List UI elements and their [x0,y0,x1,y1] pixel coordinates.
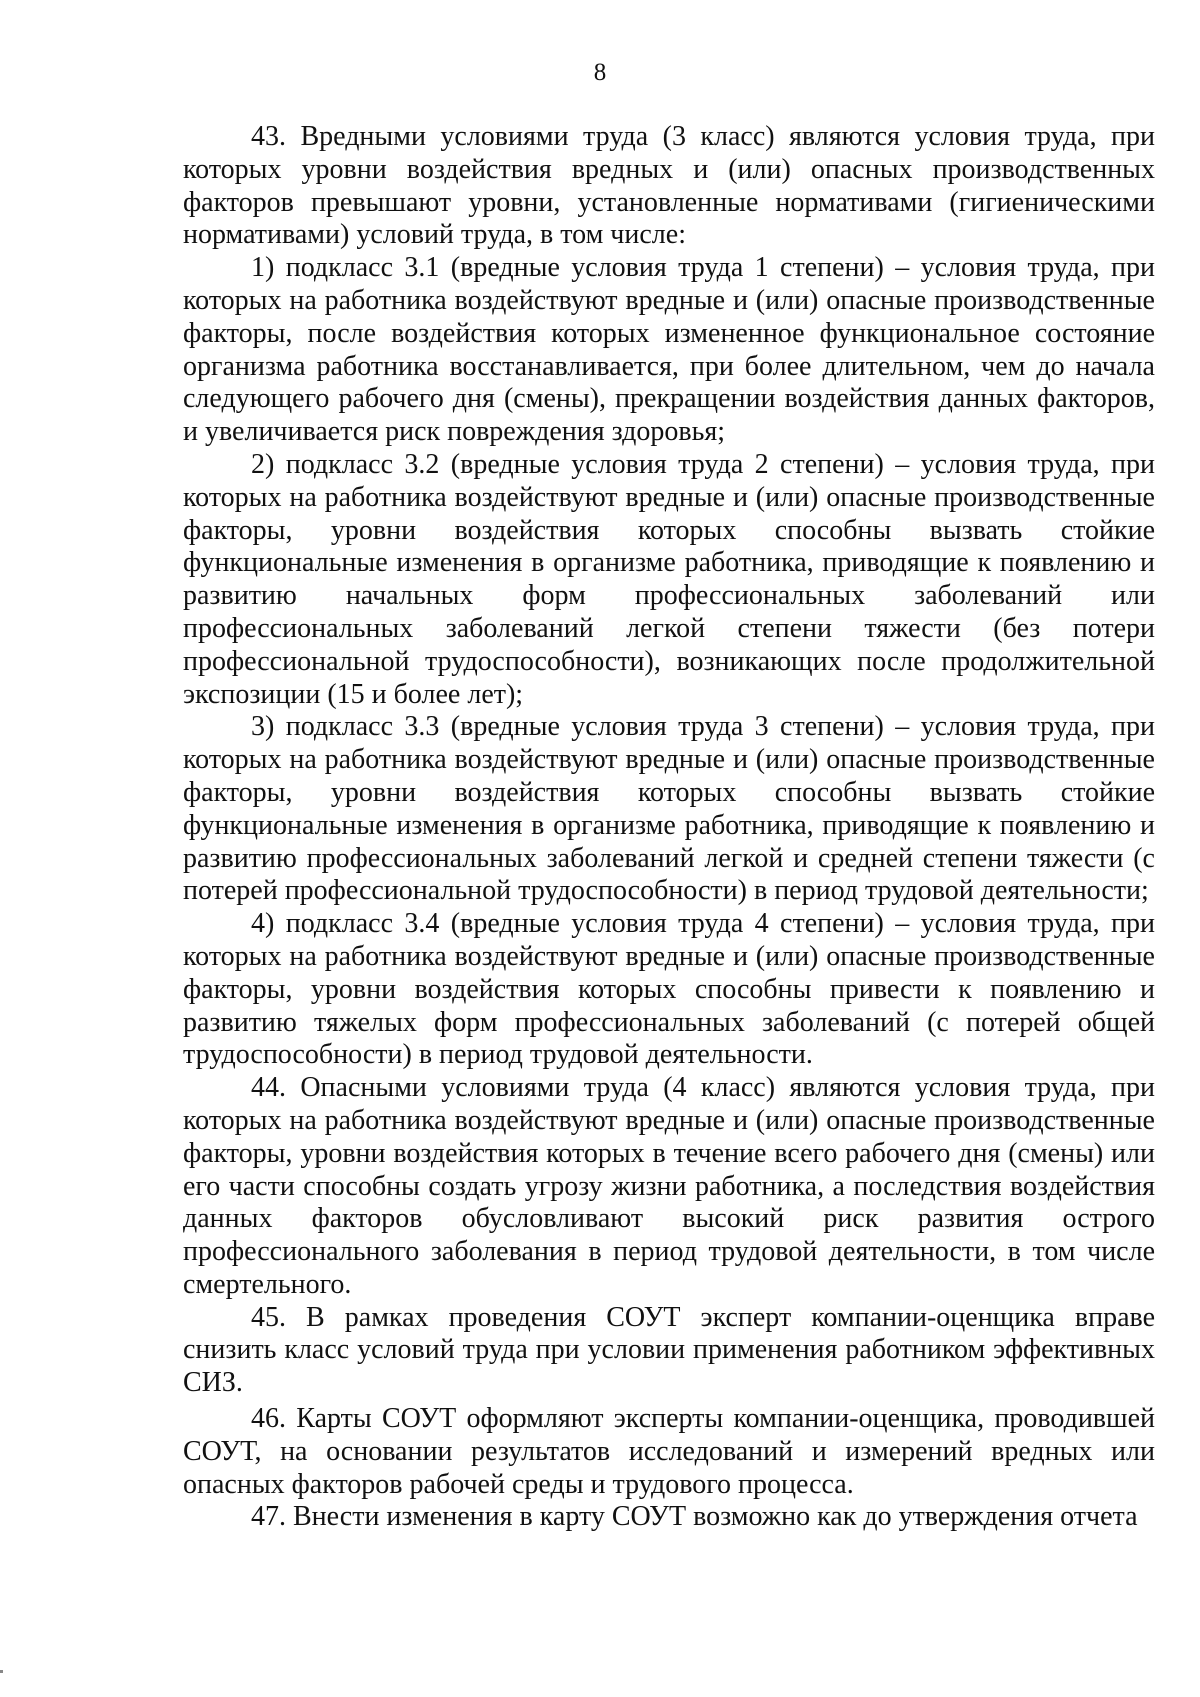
paragraph-46: 46. Карты СОУТ оформляют эксперты компании-оценщика, проводившей СОУТ, на основании результатов исследований и измерений вредных или опасных факторов рабочей среды и трудового процесса. [183,1403,1155,1500]
paragraph-47: 47. Внести изменения в карту СОУТ возможно как до утверждения отчета [251,1501,1138,1533]
paragraph-43-item-4: 4) подкласс 3.4 (вредные условия труда 4 степени) – условия труда, при которых на работника воздействуют вредные и (или) опасные производственные факторы, уровни воздействия которых способны привести к появлению и развитию тяжелых форм профессиональных заболеваний (с потерей общей трудоспособности) в период трудовой деятельности. [183,908,1155,1071]
page-number: 8 [593,59,607,86]
paragraph-43: 43. Вредными условиями труда (3 класс) являются условия труда, при которых уровни воздействия вредных и (или) опасных производственных факторов превышают уровни, установленные нормативами (гигиеническими нормативами) условий труда, в том числе: [183,121,1155,251]
scan-edge-mark [0,1670,3,1673]
paragraph-43-item-1: 1) подкласс 3.1 (вредные условия труда 1 степени) – условия труда, при которых на работника воздействуют вредные и (или) опасные производственные факторы, после воздействия которых измененное функциональное состояние организма работника восстанавливается, при более длительном, чем до начала следующего рабочего дня (смены), прекращении воздействия данных факторов, и увеличивается риск повреждения здоровья; [183,252,1155,448]
paragraph-44: 44. Опасными условиями труда (4 класс) являются условия труда, при которых на работника воздействуют вредные и (или) опасные производственные факторы, уровни воздействия которых в течение всего рабочего дня (смены) или его части способны создать угрозу жизни работника, а последствия воздействия данных факторов обусловливают высокий риск развития острого профессионального заболевания в период трудовой деятельности, в том числе смертельного. [183,1072,1155,1300]
paragraph-45: 45. В рамках проведения СОУТ эксперт компании-оценщика вправе снизить класс условий труда при условии применения работником эффективных СИЗ. [183,1301,1155,1399]
document-body [183,121,1155,1534]
paragraph-43-item-3: 3) подкласс 3.3 (вредные условия труда 3 степени) – условия труда, при которых на работника воздействуют вредные и (или) опасные производственные факторы, уровни воздействия которых способны вызвать стойкие функциональные изменения в организме работника, приводящие к появлению и развитию профессиональных заболеваний легкой и средней степени тяжести (с потерей профессиональной трудоспособности) в период трудовой деятельности; [183,711,1155,907]
paragraph-43-item-2: 2) подкласс 3.2 (вредные условия труда 2 степени) – условия труда, при которых на работника воздействуют вредные и (или) опасные производственные факторы, уровни воздействия которых способны вызвать стойкие функциональные изменения в организме работника, приводящие к появлению и развитию начальных форм профессиональных заболеваний или профессиональных заболеваний легкой степени тяжести (без потери профессиональной трудоспособности), возникающих после продолжительной экспозиции (15 и более лет); [183,448,1155,710]
